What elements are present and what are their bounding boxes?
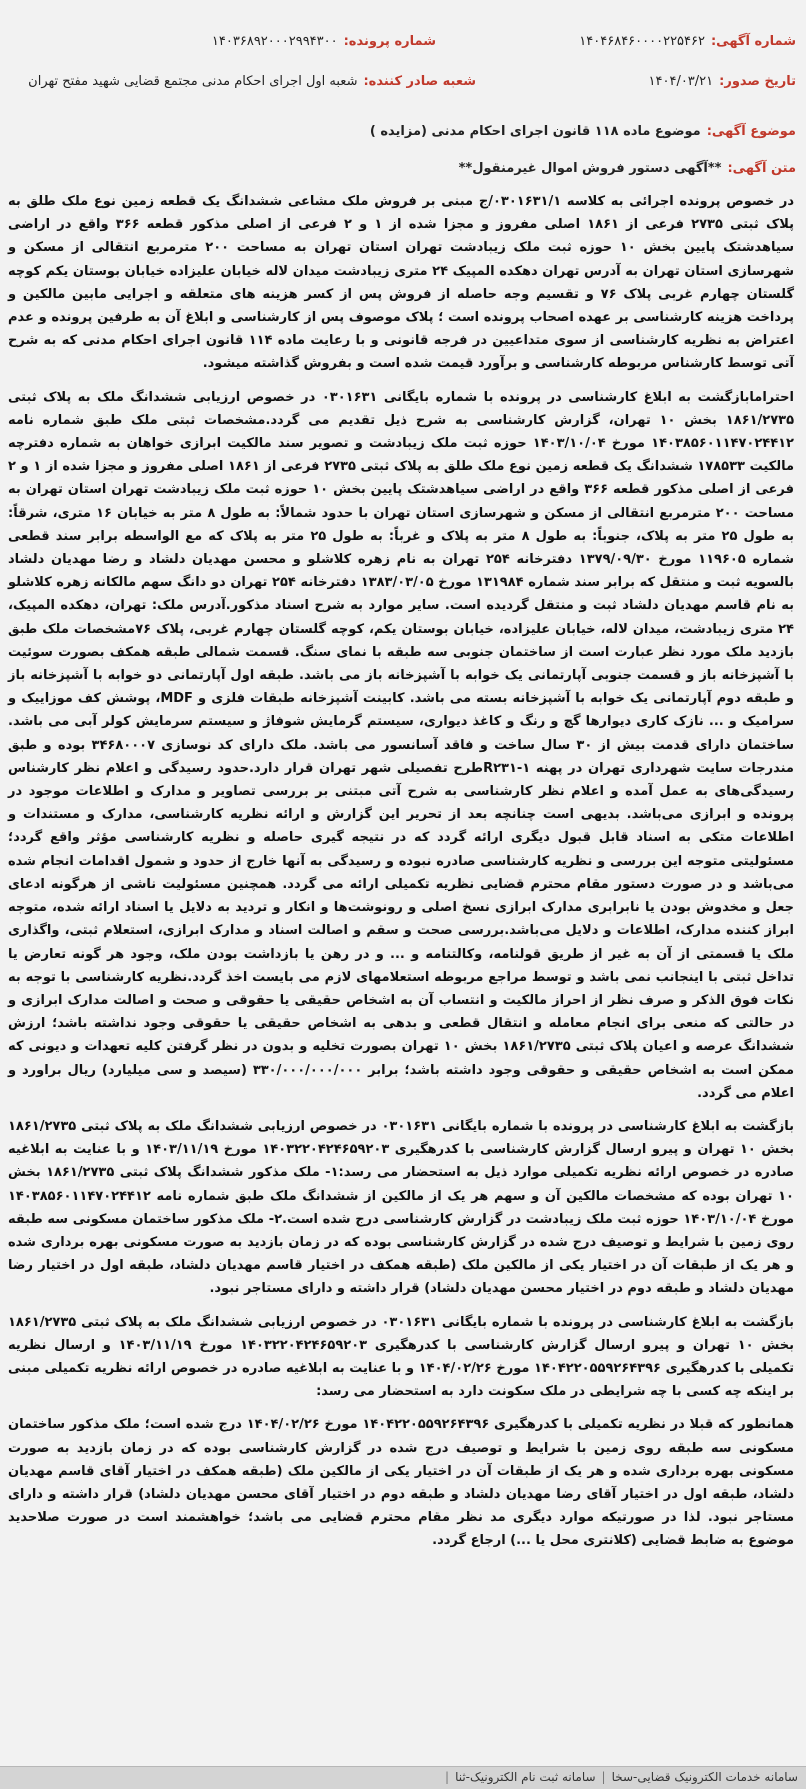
body-label: متن آگهی: [727,161,796,176]
ad-number-value: ۱۴۰۴۶۸۴۶۰۰۰۰۲۲۵۴۶۲ [579,34,705,49]
file-number-value: ۱۴۰۳۶۸۹۲۰۰۰۲۹۹۴۳۰۰ [211,34,338,49]
footer-separator-end: | [445,1770,450,1784]
issue-date [649,74,796,89]
footer-separator: | [601,1770,606,1784]
paragraph-5: همانطور که قبلا در نظریه تکمیلی با کدرهگیری ۱۴۰۴۲۲۰۵۵۹۲۶۴۳۹۶ مورخ ۱۴۰۴/۰۲/۲۶ درج شده است؛ ملک مذکور ساختمان مسکونی سه طبقه روی زمین با شرایط و توصیف درج شده در گزارش کارشناسی بوده که در زمان بازدید به صورت مسکونی بهره برداری شده و هر یک از طبقات آن در اختیار یکی از مالکین ملک (طبقه همکف در اختیار آقای قاسم مهدیان دلشاد، طبقه اول در اختیار آقای رضا مهدیان دلشاد و طبقه دوم در اختیار آقای محسن مهدیان دلشاد) قرار داشته و دارای مستاجر نبود. لذا در صورتیکه موارد دیگری مد نظر مقام محترم قضایی می باشد؛ خواهشمند است در صورت صلاحدید موضوع به ضابط قضایی (کلانتری محل یا ...) ارجاع گردد. [8,1417,794,1549]
paragraph-2: احتراماباز‌گشت به ابلاغ کارشناسی در پرونده با شماره بایگانی ۰۳۰۱۶۳۱ در خصوص ارزیابی ششدانگ ملک به پلاک ثبتی ۱۸۶۱/۲۷۳۵ بخش ۱۰ تهران، گزارش کارشناسی به شرح ذیل تقدیم می گردد.مشخصات ثبتی ملک طبق شماره نامه ۱۴۰۳۸۵۶۰۱۱۴۷۰۲۴۴۱۲ مورخ ۱۴۰۳/۱۰/۰۴ حوزه ثبت ملک زیبادشت و تصویر سند مالکیت ابرازی خواهان به شماره دفترچه مالکیت ۱۷۸۵۳۳ ششدانگ یک قطعه زمین نوع ملک طلق به پلاک ثبتی ۲۷۳۵ فرعی از ۱۸۶۱ اصلی مفروز و مجزا شده از ۱ و ۲ فرعی از اصلی مذکور قطعه ۳۶۶ واقع در اراضی سیاهدشتک پایین بخش ۱۰ حوزه ثبت ملک زیبادشت تهران استان تهران به مساحت ۲۰۰ مترمربع انتقالی از مسکن و شهرسازی استان تهران با حدود شمالاً: به طول ۸ متر به خیابان ۱۶ متری، شرقاً: به طول ۲۵ متر به پلاک، جنوباً: به طول ۸ متر به پلاک و غرباً: به طول ۲۵ متر به پلاک که مع الواسطه برابر سند قطعی شماره ۱۱۹۶۰۵ مورخ ۱۳۷۹/۰۹/۳۰ دفترخانه ۲۵۴ تهران به نام زهره کلاشلو و محسن مهدیان دلشاد و رضا مهدیان دلشاد بالسویه ثبت و منتقل که برابر سند شماره ۱۳۱۹۸۴ مورخ ۱۳۸۳/۰۳/۰۵ دفترخانه ۲۵۴ تهران دو دانگ سهم مالکانه زهره کلاشلو به نام قاسم مهدیان دلشاد ثبت و منتقل گردیده است. سایر موارد به شرح اسناد مذکور.آدرس ملک: تهران، دهکده المپیک، ۲۴ متری زیبادشت، میدان لاله، خیابان علیزاده، خیابان بوستان یکم، کوچه گلستان چهارم غربی، پلاک ۷۶مشخصات ملک طبق بازدید ملک مورد نظر عبارت است از ساختمان جنوبی سه طبقه با نمای سنگ. قسمت شمالی طبقه همکف بصورت سوئیت با آشپزخانه باز و قسمت جنوبی آپارتمانی یک خوابه با آشپزخانه باز می باشد. طبقه اول آپارتمانی دو خوابه با آشپزخانه باز و طبقه دوم آپارتمانی یک خوابه با آشپزخانه بسته می باشد. کابینت آشپزخانه طبقات فلزی و MDF، پوشش کف موزاییک و سرامیک و ... نازک کاری دیوارها گچ و رنگ و کاغذ دیواری، سیستم گرمایش شوفاژ و سیستم سرمایش کولر آبی می باشد. ساختمان دارای قدمت بیش از ۳۰ سال ساخت و فاقد آسانسور می باشد. ملک دارای کد نوسازی ۳۴۶۸۰۰۰۷ بوده و طبق مندرجات سایت شهرداری تهران در پهنه R۲۳۱-۱طرح تفصیلی شهر تهران قرار دارد.حدود رسیدگی و اعلام نظر کارشناس رسیدگی‌های به عمل آمده و اعلام نظر کارشناسی به شرح آتی مبتنی بر بررسی تصاویر و مدارک و اطلاعات موجود در پرونده و ابرازی می‌باشد. بدیهی است چنانچه بعد از تحریر این گزارش و ارائه نظریه کارشناسی، مدارک و مستندات و اطلاعات متکی به اسناد قابل قبول دیگری ارائه گردد که در نتیجه گیری حاصله و نظریه کارشناسی مؤثر واقع گردد؛ مسئولیتی متوجه این بررسی و نظریه کارشناسی صادره نبوده و رسیدگی به آنها خارج از حدود و شمول اقدامات انجام شده می‌باشد و در صورت دستور مقام محترم قضایی نظریه تکمیلی ارائه می گردد. همچنین مسئولیت ناشی از هرگونه ادعای جعل و مخدوش بودن یا نابرابری مدارک ابرازی نسخ اصلی و رونوشت‌ها و انکار و تردید به دلایل یا اسناد ارائه شده، متوجه ابراز کننده مدارک، اطلاعات و دلایل می‌باشد.بررسی صحت و سقم و اصالت اسناد و مدارک ابرازی، استعلام ثبتی، واگذاری ملک یا قسمتی از آن به غیر از طریق قولنامه، وکالتنامه و ... و در رهن یا بازداشت بودن ملک، وجود هر گونه تعارض یا تداخل ثبتی با اینجانب نمی باشد و توسط مراجع مربوطه استعلامهای لازم می بایست اخذ گردد.نظریه کارشناسی با توجه به نکات فوق الذکر و صرف نظر از احراز مالکیت و انتساب آن به اشخاص حقیقی یا حقوقی و صحت و اصالت مدارک ابرازی و در حالتی که منعی برای انجام معامله و انتقال قطعی و بدهی به اشخاص حقیقی یا حقوقی وجود نداشته باشد؛ ارزش ششدانگ عرصه و اعیان پلاک ثبتی ۱۸۶۱/۲۷۳۵ بخش ۱۰ تهران بصورت تخلیه و بدون در نظر گرفتن کلیه تعهدات و دیونی که ممکن است به اشخاص حقیقی و حقوقی وجود داشته باشد؛ برابر ۳۳۰/۰۰۰/۰۰۰/۰۰۰ (سیصد و سی میلیارد) ریال براورد و اعلام می گردد. [8,389,795,1101]
subject-value: موضوع ماده ۱۱۸ قانون اجرای احکام مدنی (مزایده ) [369,124,701,139]
paragraph-1: در خصوص پرونده اجرائی به کلاسه ۰۳۰۱۶۳۱/۱/ج مبنی بر فروش ملک مشاعی ششدانگ یک قطعه زمین نوع ملک طلق به پلاک ثبتی ۲۷۳۵ فرعی از ۱۸۶۱ اصلی مفروز و مجزا شده از ۱ و ۲ فرعی از اصلی مذکور قطعه ۳۶۶ واقع در اراضی سیاهدشتک پایین بخش ۱۰ حوزه ثبت ملک زیبادشت تهران استان تهران به مساحت ۲۰۰ مترمربع انتقالی از مسکن و شهرسازی استان تهران به آدرس تهران دهکده المپیک ۲۴ متری زیبادشت میدان لاله خیابان علیزاده خیابان بوستان یکم کوچه گلستان چهارم غربی پلاک ۷۶ و تقسیم وجه حاصله از فروش پس از کسر هزینه های متعلقه و اجرایی مابین مالکین و پرداخت هزینه کارشناسی بر عهده اصحاب پرونده است ؛ پلاک موصوف پس از کارشناسی و ابلاغ آن به طرفین پرونده و عدم اعتراض به نظریه کارشناسی از سوی متداعیین در فرجه قانونی و با رعایت ماده ۱۱۴ قانون اجرای احکام مدنی که به شرح آتی توسط کارشناس مربوطه کارشناسی و برآورد قیمت شده است و بفروش گذاشته میشود. [8,194,795,372]
body-title: **آگهی دستور فروش اموال غیرمنقول** [458,161,722,176]
paragraph-4: بازگشت به ابلاغ کارشناسی در پرونده با شماره بایگانی ۰۳۰۱۶۳۱ در خصوص ارزیابی ششدانگ ملک به پلاک ثبتی ۱۸۶۱/۲۷۳۵ بخش ۱۰ تهران و پیرو ارسال گزارش کارشناسی با کدرهگیری ۱۴۰۳۲۲۰۴۲۴۶۵۹۲۰۳ مورخ ۱۴۰۳/۱۱/۱۹ و ارسال نظریه تکمیلی با کدرهگیری ۱۴۰۴۲۲۰۵۵۹۲۶۴۳۹۶ مورخ ۱۴۰۴/۰۲/۲۶ و با عنایت به ابلاغیه صادره در خصوص ارائه نظریه تکمیلی مبنی بر اینکه چه کسی با چه شرایطی در ملک سکونت دارد به استحضار می رسد: [8,1314,794,1400]
subject-label: موضوع آگهی: [706,124,796,139]
footer-links [439,1770,798,1784]
issue-date-value: ۱۴۰۴/۰۳/۲۱ [648,74,714,89]
footer-link-sana[interactable]: سامانه ثبت نام الکترونیک-ثنا [455,1770,596,1784]
footer-link-sakha[interactable]: سامانه خدمات الکترونیک قضایی-سخا [611,1770,798,1784]
paragraph-3: بازگشت به ابلاغ کارشناسی در پرونده با شماره بایگانی ۰۳۰۱۶۳۱ در خصوص ارزیابی ششدانگ ملک به پلاک ثبتی ۱۸۶۱/۲۷۳۵ بخش ۱۰ تهران و پیرو ارسال گزارش کارشناسی با کدرهگیری ۱۴۰۳۲۲۰۴۲۴۶۵۹۲۰۳ مورخ ۱۴۰۳/۱۱/۱۹ و با عنایت به ابلاغیه صادره در خصوص ارائه نظریه تکمیلی موارد ذیل به استحضار می رسد:۱- ملک مذکور ششدانگ پلاک ثبتی ۱۸۶۱/۲۷۳۵ بخش ۱۰ تهران بوده که مشخصات مالکین آن و سهم هر یک از مالکین از ششدانگ ملک طبق شماره نامه ۱۴۰۳۸۵۶۰۱۱۴۷۰۲۴۴۱۲ مورخ ۱۴۰۳/۱۰/۰۴ حوزه ثبت ملک زیبادشت در گزارش کارشناسی درج شده است.۲- ملک مذکور ساختمان مسکونی سه طبقه روی زمین با شرایط و توصیف درج شده در گزارش کارشناسی بوده که در زمان بازدید به صورت مسکونی بهره برداری شده و هر یک از طبقات آن در اختیار یکی از مالکین ملک (طبقه همکف در اختیار قاسم مهدیان دلشاد، طبقه اول در اختیار رضا مهدیان دلشاد و طبقه دوم در اختیار محسن مهدیان دلشاد) قرار داشته و دارای مستاجر نبود. [8,1118,795,1297]
file-number [212,34,436,49]
file-number-label: شماره پرونده: [343,34,436,49]
announcement-body [8,190,794,1553]
ad-number-label: شماره آگهی: [710,34,796,49]
subject [370,124,796,139]
issue-date-label: تاریخ صدور: [719,74,796,89]
issuing-branch-value: شعبه اول اجرای احکام مدنی مجتمع قضایی شهید مفتح تهران [28,74,358,89]
issuing-branch [28,74,476,89]
issuing-branch-label: شعبه صادر کننده: [363,74,476,89]
body-heading [459,161,796,176]
ad-number [579,34,796,49]
footer-bar [0,1766,806,1789]
